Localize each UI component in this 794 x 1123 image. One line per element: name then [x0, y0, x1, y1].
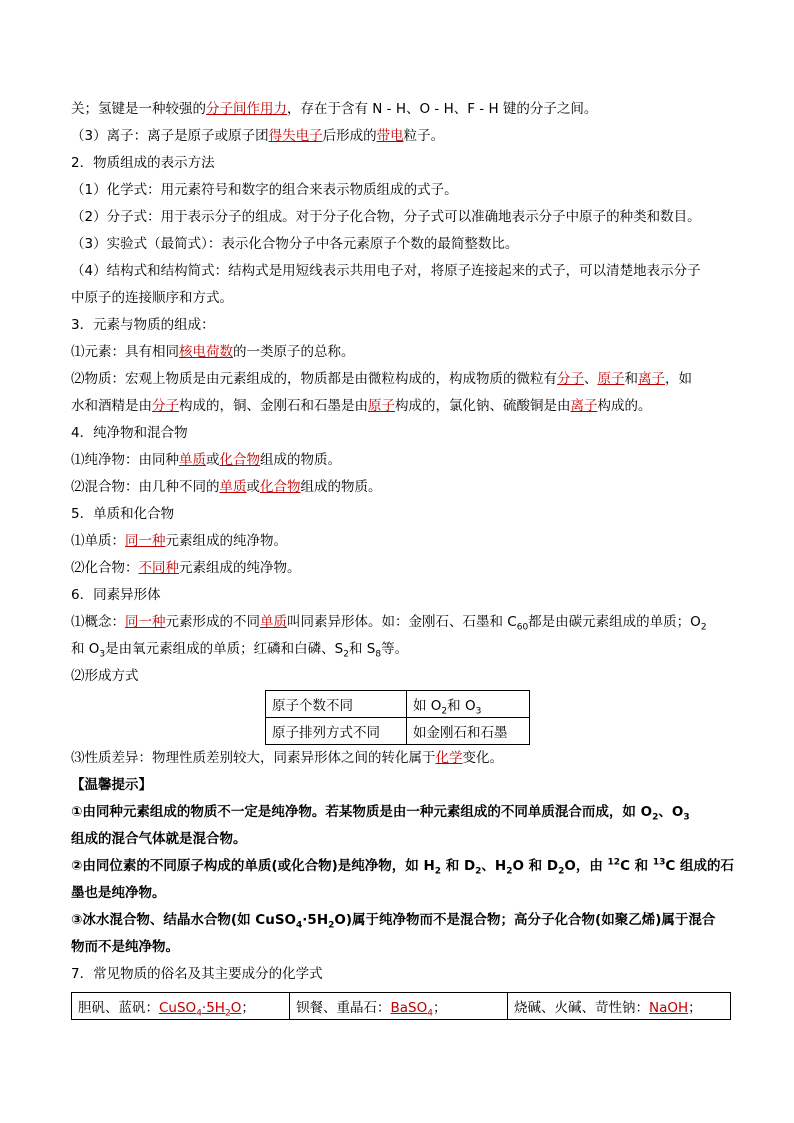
text-line: 中原子的连接顺序和方式。 [71, 290, 233, 306]
text-line: 关；氢键是一种较强的分子间作用力，存在于含有 N - H、O - H、F - H 键的分子之间。 [71, 101, 598, 117]
text-line: ⑴单质：同一种元素组成的纯净物。 [71, 533, 287, 549]
section-heading: 3．元素与物质的组成： [71, 317, 215, 333]
tip-line: ②由同位素的不同原子构成的单质(或化合物)是纯净物，如 $H_2$ 和 $D_2$、$H_2O$ 和 $D_2O$，由 $^{12}$C 和 $^{13}$C 组成的石 [71, 857, 735, 877]
answer-blank: 单质 [219, 479, 247, 495]
common-names-table [71, 992, 731, 1020]
table-cell: 原子排列方式不同 [266, 718, 407, 745]
tip-line: 墨也是纯净物。 [71, 885, 166, 901]
tip-line: ③冰水混合物、结晶水合物(如 $CuSO_4\cdot 5H_2O$)属于纯净物而不是混合物；高分子化合物(如聚乙烯)属于混合 [71, 912, 716, 931]
answer-blank: 得失电子 [268, 128, 323, 144]
table-cell: 如 $O_2$和 $O_3$ [407, 691, 530, 718]
answer-blank: 单质 [260, 614, 287, 630]
tip-line: 物而不是纯净物。 [71, 939, 179, 955]
section-heading: 6．同素异形体 [71, 587, 161, 603]
formation-table [265, 690, 530, 745]
answer-blank: 分子 [557, 371, 584, 387]
text-line: ⑵形成方式 [71, 668, 139, 684]
text-line: （2）分子式：用于表示分子的组成。对于分子化合物，分子式可以准确地表示分子中原子的种类和数目。 [71, 209, 701, 225]
answer-blank: 化合物 [219, 452, 260, 468]
tip-line: 组成的混合气体就是混合物。 [71, 831, 247, 847]
section-heading: 2．物质组成的表示方法 [71, 155, 215, 171]
answer-blank: 不同种 [138, 560, 179, 576]
text-line: （4）结构式和结构简式：结构式是用短线表示共用电子对，将原子连接起来的式子，可以清楚地表示分子 [71, 263, 701, 279]
answer-blank: 同一种 [125, 614, 166, 630]
table-row [266, 718, 530, 745]
answer-blank: 化学 [435, 750, 463, 766]
answer-blank: 离子 [638, 371, 665, 387]
text-line: ⑴纯净物：由同种单质或化合物组成的物质。 [71, 452, 341, 468]
table-row [266, 691, 530, 718]
text-line: ⑵混合物：由几种不同的单质或化合物组成的物质。 [71, 479, 382, 495]
answer-blank: 单质 [179, 452, 206, 468]
answer-blank: 分子 [152, 398, 179, 414]
answer-blank: 原子 [368, 398, 395, 414]
tip-line: ①由同种元素组成的物质不一定是纯净物。若某物质是由一种元素组成的不同单质混合而成，如 $O_2$、$O_3$ [71, 804, 690, 823]
text-line: ⑶性质差异：物理性质差别较大，同素异形体之间的转化属于化学变化。 [71, 750, 503, 766]
table-cell: 如金刚石和石墨 [407, 718, 530, 745]
text-line: ⑴元素：具有相同核电荷数的一类原子的总称。 [71, 344, 355, 360]
table-row [72, 993, 731, 1020]
text-line: （3）离子：离子是原子或原子团得失电子后形成的带电粒子。 [71, 128, 445, 144]
table-cell: 原子个数不同 [266, 691, 407, 718]
tip-heading: 【温馨提示】 [71, 777, 152, 793]
table-cell: 烧碱、火碱、苛性钠：NaOH； [508, 993, 731, 1020]
answer-blank: 同一种 [125, 533, 166, 549]
answer-blank: 化合物 [260, 479, 301, 495]
answer-blank: 原子 [597, 371, 625, 387]
text-line: （3）实验式（最简式）：表示化合物分子中各元素原子个数的最简整数比。 [71, 236, 519, 252]
text-line: 水和酒精是由分子构成的，铜、金刚石和石墨是由原子构成的，氯化钠、硫酸铜是由离子构成的。 [71, 398, 652, 414]
text-line: ⑴概念：同一种元素形成的不同单质叫同素异形体。如：金刚石、石墨和 $C_{60}$都是由碳元素组成的单质；$O_2$ [71, 614, 707, 633]
answer-blank: 带电 [376, 128, 404, 144]
document-page [71, 96, 735, 1020]
table-cell: 胆矾、蓝矾：$CuSO_4\cdot 5H_2O$； [72, 993, 290, 1020]
section-heading: 5．单质和化合物 [71, 506, 175, 522]
answer-blank: 离子 [570, 398, 598, 414]
table-cell: 钡餐、重晶石：BaSO$_4$； [290, 993, 508, 1020]
text-line: 和 $O_3$是由氧元素组成的单质；红磷和白磷、$S_2$和 $S_8$等。 [71, 641, 409, 660]
text-line: （1）化学式：用元素符号和数字的组合来表示物质组成的式子。 [71, 182, 458, 198]
text-line: ⑵物质：宏观上物质是由元素组成的，物质都是由微粒构成的，构成物质的微粒有分子、原子和离子，如 [71, 371, 692, 387]
section-heading: 4．纯净物和混合物 [71, 425, 188, 441]
answer-blank: 分子间作用力 [206, 101, 287, 117]
answer-blank: 核电荷数 [179, 344, 233, 360]
text-line: ⑵化合物：不同种元素组成的纯净物。 [71, 560, 301, 576]
section-heading: 7．常见物质的俗名及其主要成分的化学式 [71, 966, 323, 982]
